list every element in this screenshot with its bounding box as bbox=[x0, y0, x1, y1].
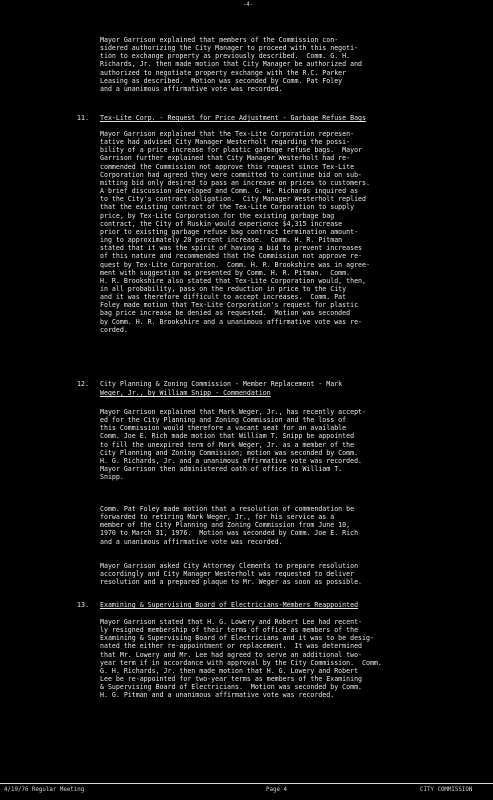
footer-rule bbox=[0, 783, 493, 784]
paragraph-electricians-board: Mayor Garrison stated that H. G. Lowery and Robert Lee had recent- ly resigned membership of their terms of office as members of the Examining & Supervising Board of Electricians and it was to be desig- nated the either re-appointment or replacement. It was determined that Mr. Lowery and Mr. Lee had agreed to serve an additional two- year term if in accordance with approval by the City Commission. Comm. G. H. Richards, Jr. then made motion that H. G. Lowery and Robert Lee be re-appointed for two-year terms as members of the Examining & Supervising Board of Electricians. Motion was seconded by Comm. H. G. Pitman and a unanimous affirmative vote was recorded. bbox=[100, 618, 382, 700]
paragraph-planning-zoning-appointment: Mayor Garrison explained that Mark Weger, Jr., has recently accept- ed for the City Planning and Zoning Commission and the loss of this Commission would therefore a vacant seat for an available Comm. Joe E. Rich made motion that William T. Snipp be appointed to fill the unexpired term of Mark Weger, Jr. as a member of the City Planning and Zoning Commission; motion was seconded by Comm. H. G. Richards, Jr. and a unanimous affirmative vote was recorded. Mayor Garrison then administered oath of office to William T. Snipp. bbox=[100, 408, 366, 482]
paragraph-commendation-motion: Comm. Pat Foley made motion that a resolution of commendation be forwarded to retiring Mark Weger, Jr., for his service as a member of the City Planning and Zoning Commission from June 10, 1970 to March 31, 1976. Motion was seconded by Comm. Joe E. Rich and a unanimous affirmative vote was recorded. bbox=[100, 505, 359, 546]
item-heading-planning-zoning-line1: City Planning & Zoning Commission - Member Replacement - Mark bbox=[100, 380, 343, 388]
paragraph-exchange-motion: Mayor Garrison explained that members of the Commission con- sidered authorizing the City Manager to proceed with this negoti- tion to exchange property as previously described. Comm. G. H. Richards, Jr. then made motion that City Manager be authorized and authorized to negotiate property exchange with the R.C. Parker Leasing as described. Motion was seconded by Comm. Pat Foley and a unanimous affirmative vote was recorded. bbox=[100, 36, 363, 93]
footer-meeting-date: 4/19/76 Regular Meeting bbox=[4, 787, 85, 793]
paragraph-tex-lite: Mayor Garrison explained that the Tex-Lite Corporation represen- tative had advised City Manager Westerholt regarding the possi- bility of a price increase for plastic garbage refuse bags. Mayor Garrison further explained that City Manager Westerholt had re- commended the Commission not approve this request since Tex-Lite Corporation had agreed they were committed to continue bid on sub- mitting bid only desired to pass an increase on prices to customers. A brief discussion developed and Comm. G. H. Richards inquired as to the City's contract obligation. City Manager Westerholt replied that the existing contract of the Tex-Lite Corporation to supply price, by Tex-Lite Corporation for the existing garbage bag contract, the City of Ruskin would experience $4,315 increase prior to existing garbage refuse bag contract termination amount- ing to approximately 20 percent increase. Comm. H. R. Pitman stated that it was the spirit of having a bid to prevent increases of this nature and recommended that the Commission not approve re- quest by Tex-Lite Corporation. Comm. H. R. Brookshire was in agree- ment with suggestion as presented by Comm. H. R. Pitman. Comm. H. R. Brookshire also stated that Tex-Lite Corporation would, then, in all probability, pass on the reduction in price to the City and it was therefore difficult to accept increases. Comm. Pat Foley made motion that Tex-Lite Corporation's request for plastic bag price increase be denied as requested. Motion was seconded by Comm. H. R. Brookshire and a unanimous affirmative vote was re- corded. bbox=[100, 130, 370, 334]
page-number: -4- bbox=[242, 1, 254, 8]
item-number-11: 11. bbox=[77, 114, 89, 122]
paragraph-resolution-request: Mayor Garrison asked City Attorney Clements to prepare resolution accordingly and City Manager Westerholt was requested to deliver resolution and a prepared plaque to Mr. Weger as soon as possible. bbox=[100, 562, 363, 587]
item-number-12: 12. bbox=[77, 380, 89, 388]
item-heading-planning-zoning-line2: Weger, Jr., by William Snipp - Commendation bbox=[100, 389, 271, 397]
item-heading-electricians-board: Examining & Supervising Board of Electricians-Members Reappointed bbox=[100, 601, 359, 609]
item-number-13: 13. bbox=[77, 601, 89, 609]
footer-page-label: Page 4 bbox=[266, 787, 287, 793]
item-heading-tex-lite: Tex-Lite Corp. - Request for Price Adjustment - Garbage Refuse Bags bbox=[100, 114, 366, 122]
footer-body-label: CITY COMMISSION bbox=[420, 787, 473, 793]
